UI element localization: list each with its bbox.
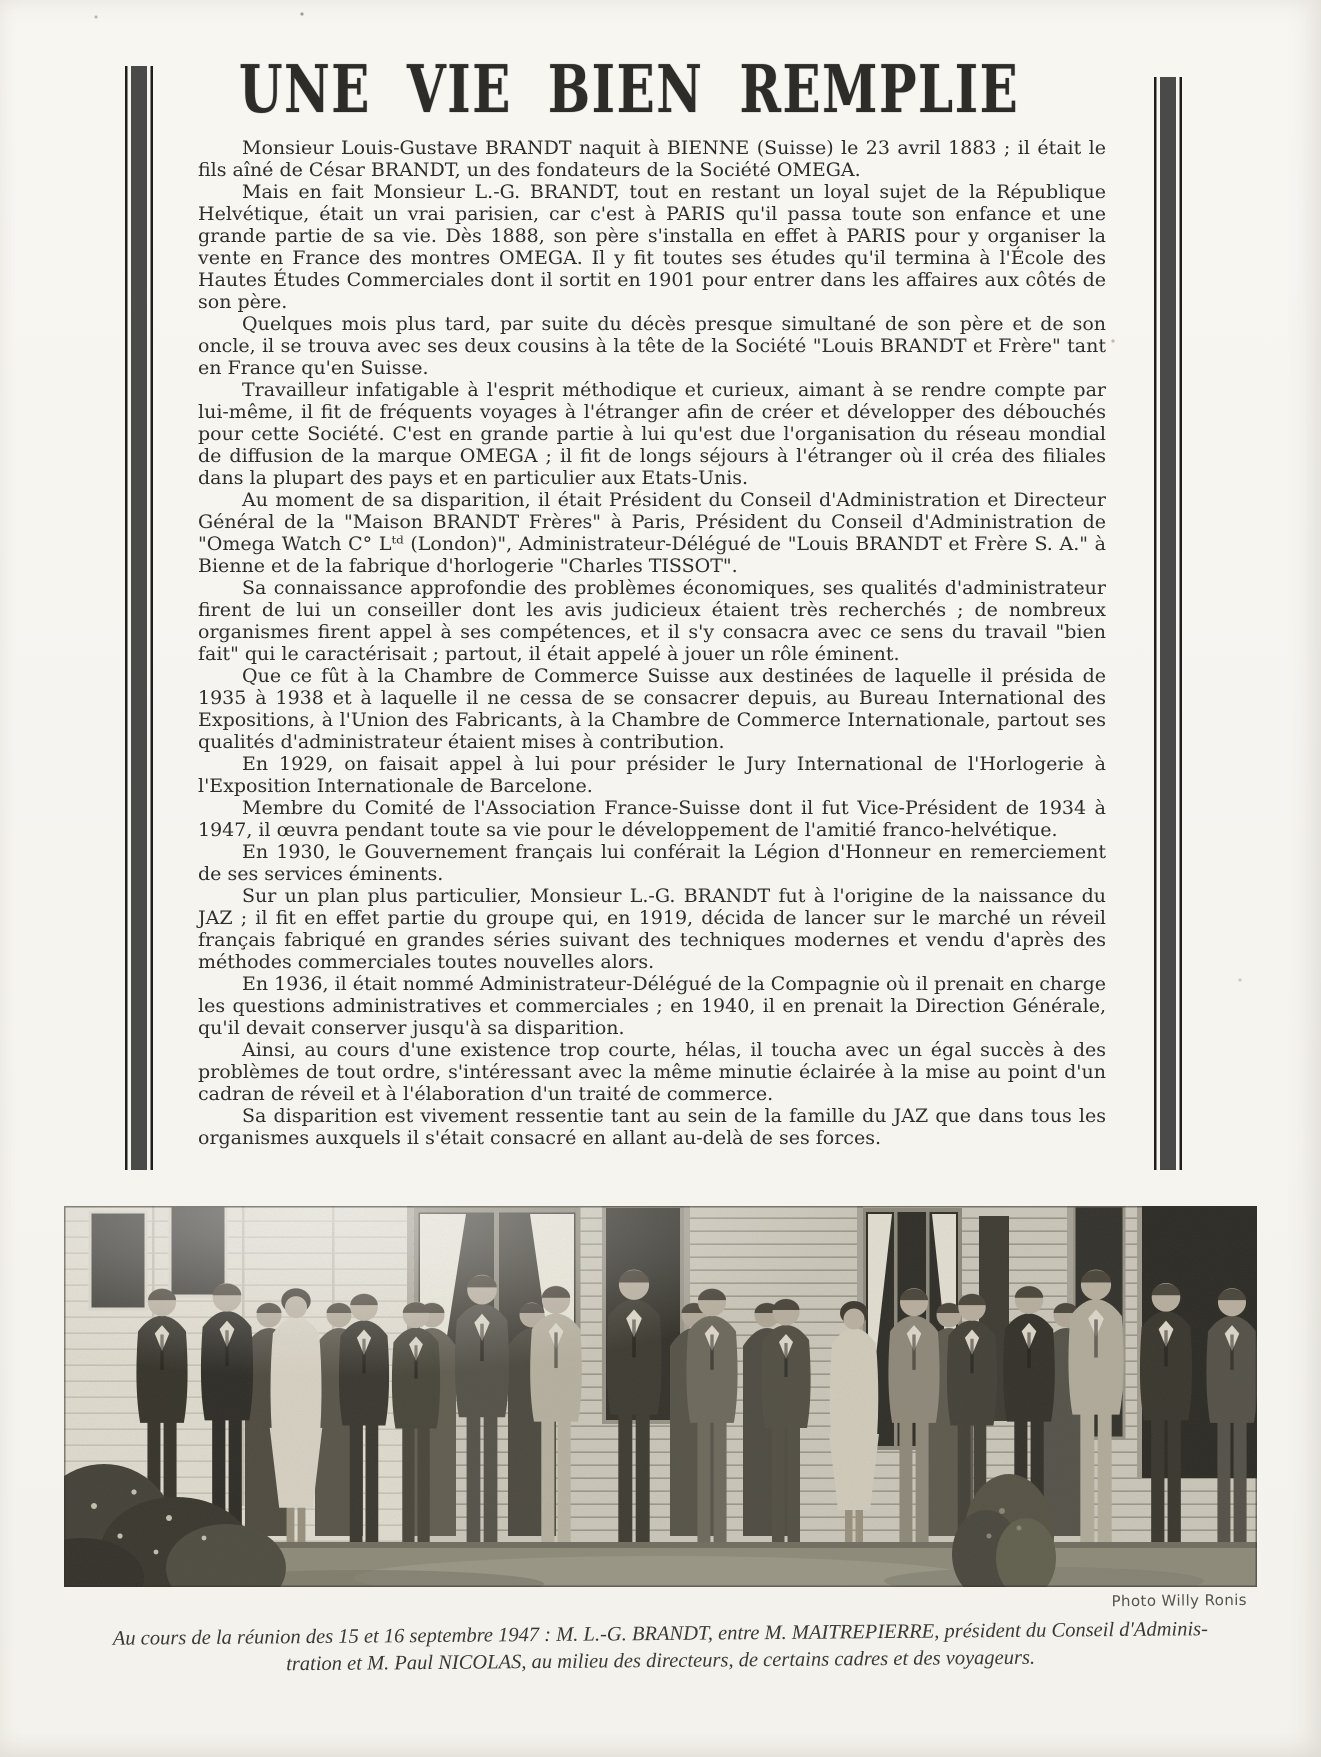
group-photo-figure <box>64 1206 1257 1675</box>
paragraph: Quelques mois plus tard, par suite du décès presque simultané de son père et de son oncle, il se trouva avec ses deux cousins à la tête de la Société "Louis BRANDT et Frère" tant en France qu'en Suisse. <box>198 313 1106 379</box>
group-photo <box>64 1206 1257 1587</box>
paragraph: En 1930, le Gouvernement français lui conférait la Légion d'Honneur en remerciement de ses services éminents. <box>198 841 1106 885</box>
article-body <box>198 137 1106 1149</box>
page-title: UNE VIE BIEN REMPLIE <box>239 52 1020 129</box>
paragraph: Travailleur infatigable à l'esprit méthodique et curieux, aimant à se rendre compte par lui-même, il fit de fréquents voyages à l'étranger afin de créer et développer des débouchés pour cette Société. C'est en grande partie à lui qu'est due l'organisation du réseau mondial de diffusion de la marque OMEGA ; il fit de longs séjours à l'étranger où il créa des filiales dans la plupart des pays et en particulier aux Etats-Unis. <box>198 379 1106 489</box>
paragraph: Mais en fait Monsieur L.-G. BRANDT, tout en restant un loyal sujet de la République Helvétique, était un vrai parisien, car c'est à PARIS qu'il passa toute son enfance et une grande partie de sa vie. Dès 1888, son père s'installa en effet à PARIS pour y organiser la vente en France des montres OMEGA. Il y fit toutes ses études qu'il termina à l'École des Hautes Études Commerciales dont il sortit en 1901 pour entrer dans les affaires aux côtés de son père. <box>198 181 1106 313</box>
photo-caption-line1: Au cours de la réunion des 15 et 16 septembre 1947 : M. L.-G. BRANDT, entre M. MAITREPIERRE, président du Conseil d'Adminis- <box>112 1618 1208 1650</box>
paragraph: En 1936, il était nommé Administrateur-Délégué de la Compagnie où il prenait en charge les questions administratives et commerciales ; en 1940, il en prenait la Direction Générale, qu'il devait conserver jusqu'à sa disparition. <box>198 973 1106 1039</box>
photo-caption-line2: tration et M. Paul NICOLAS, au milieu des directeurs, de certains cadres et des voyageurs. <box>286 1646 1036 1676</box>
left-rule-bar <box>125 66 153 1170</box>
paragraph: Ainsi, au cours d'une existence trop courte, hélas, il toucha avec un égal succès à des problèmes de tout ordre, s'intéressant avec la même minutie éclairée à la mise au point d'un cadran de réveil et à l'élaboration d'un traité de commerce. <box>198 1039 1106 1105</box>
left-rule-bar-stripes <box>125 66 153 1170</box>
paragraph: Sur un plan plus particulier, Monsieur L.-G. BRANDT fut à l'origine de la naissance du JAZ ; il fit en effet partie du groupe qui, en 1919, décida de lancer sur le marché un réveil français fabriqué en grandes séries suivant des techniques modernes et vendu d'après des méthodes commerciales toutes nouvelles alors. <box>198 885 1106 973</box>
right-rule-bar-stripes <box>1154 77 1182 1170</box>
paragraph: En 1929, on faisait appel à lui pour présider le Jury International de l'Horlogerie à l'Exposition Internationale de Barcelone. <box>198 753 1106 797</box>
paragraph: Sa connaissance approfondie des problèmes économiques, ses qualités d'administrateur firent de lui un conseiller dont les avis judicieux étaient très recherchés ; de nombreux organismes firent appel à ses compétences, et il s'y consacra avec ce sens du travail "bien fait" qui le caractérisait ; partout, il était appelé à jouer un rôle éminent. <box>198 577 1106 665</box>
paragraph: Au moment de sa disparition, il était Président du Conseil d'Administration et Directeur Général de la "Maison BRANDT Frères" à Paris, Président du Conseil d'Administration de "Omega Watch C° Lᵗᵈ (London)", Administrateur-Délégué de "Louis BRANDT et Frère S. A." à Bienne et de la fabrique d'horlogerie "Charles TISSOT". <box>198 489 1106 577</box>
paragraph: Que ce fût à la Chambre de Commerce Suisse aux destinées de laquelle il présida de 1935 à 1938 et à laquelle il ne cessa de se consacrer depuis, au Bureau International des Expositions, à l'Union des Fabricants, à la Chambre de Commerce Internationale, partout ses qualités d'administrateur étaient mises à contribution. <box>198 665 1106 753</box>
photo-credit: Photo Willy Ronis <box>1111 1590 1248 1611</box>
paragraph: Monsieur Louis-Gustave BRANDT naquit à BIENNE (Suisse) le 23 avril 1883 ; il était le fils aîné de César BRANDT, un des fondateurs de la Société OMEGA. <box>198 137 1106 181</box>
right-rule-bar <box>1154 77 1182 1170</box>
photo-caption <box>64 1616 1257 1680</box>
paragraph: Sa disparition est vivement ressentie tant au sein de la famille du JAZ que dans tous les organismes auxquels il s'était consacré en allant au-delà de ses forces. <box>198 1105 1106 1149</box>
paragraph: Membre du Comité de l'Association France-Suisse dont il fut Vice-Président de 1934 à 1947, il œuvra pendant toute sa vie pour le développement de l'amitié franco-helvétique. <box>198 797 1106 841</box>
